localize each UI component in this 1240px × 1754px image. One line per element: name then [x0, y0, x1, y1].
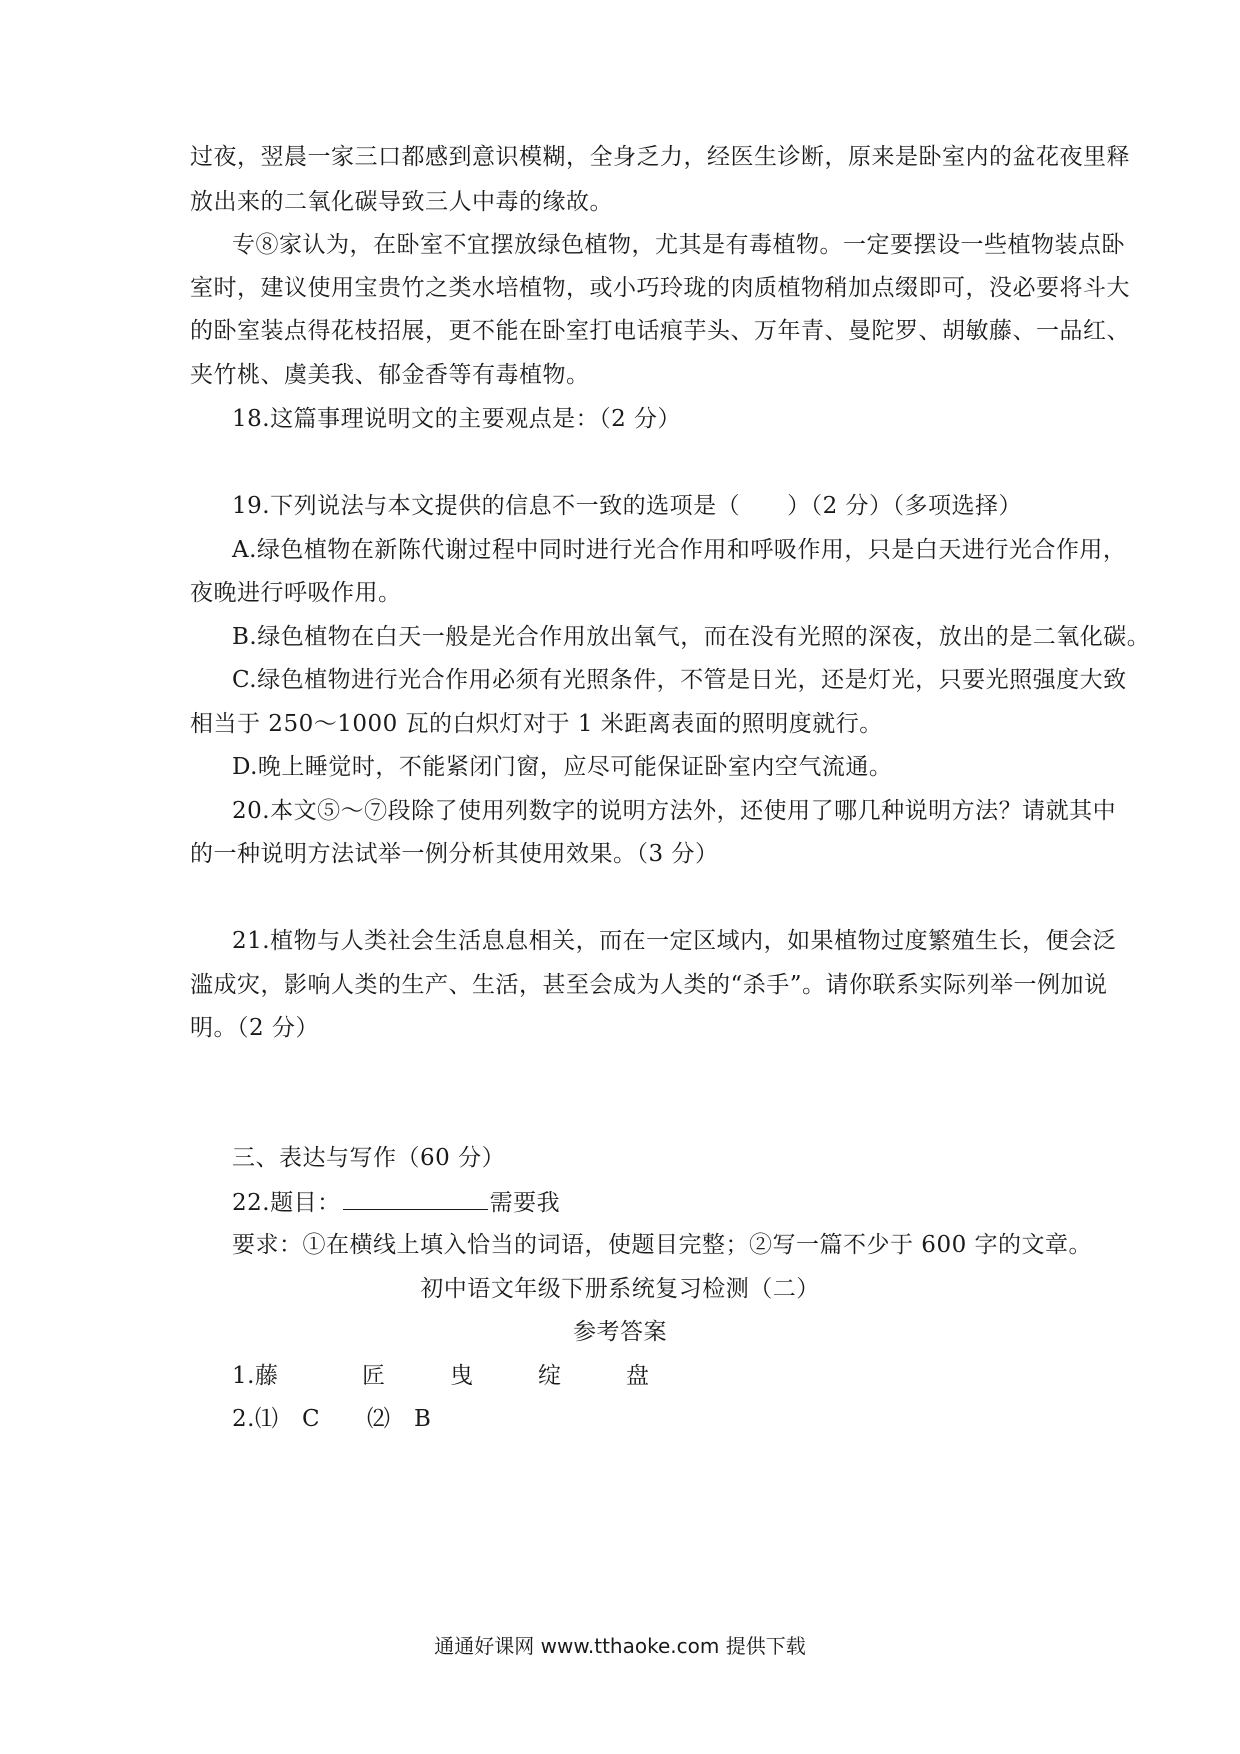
answer-1 [232, 1361, 650, 1391]
answer-1-item: 曳 [450, 1363, 474, 1389]
answer-1-label: 1.藤 [232, 1363, 279, 1389]
answer-1-item: 绽 [538, 1363, 562, 1389]
title-blank-line [343, 1187, 488, 1210]
question-19-option-d: D.晚上睡觉时，不能紧闭门窗，应尽可能保证卧室内空气流通。 [232, 754, 893, 780]
paragraph-8-line-3: 的卧室装点得花枝招展，更不能在卧室打电话痕芋头、万年青、曼陀罗、胡敏藤、一品红、 [190, 318, 1130, 344]
question-18: 18.这篇事理说明文的主要观点是：（2 分） [232, 406, 682, 432]
question-21-line-2: 滥成灾，影响人类的生产、生活，甚至会成为人类的“杀手”。请你联系实际列举一例加说 [190, 972, 1108, 998]
question-22-suffix: 需要我 [489, 1190, 561, 1216]
paragraph-8-line-4: 夹竹桃、虞美我、郁金香等有毒植物。 [190, 362, 590, 388]
question-22 [232, 1187, 560, 1218]
question-21-line-1: 21.植物与人类社会生活息息相关，而在一定区域内，如果植物过度繁殖生长，便会泛 [232, 928, 1117, 954]
section-3-heading: 三、表达与写作（60 分） [232, 1145, 506, 1171]
answers-title: 初中语文年级下册系统复习检测（二） [420, 1276, 820, 1302]
question-19-option-c-line-2: 相当于 250～1000 瓦的白炽灯对于 1 米距离表面的照明度就行。 [190, 711, 883, 737]
answer-1-item: 盘 [626, 1363, 650, 1389]
question-22-requirement: 要求：①在横线上填入恰当的词语，使题目完整；②写一篇不少于 600 字的文章。 [232, 1232, 1093, 1258]
answer-1-item: 匠 [362, 1363, 386, 1389]
question-19-option-c-line-1: C.绿色植物进行光合作用必须有光照条件，不管是日光，还是灯光，只要光照强度大致 [232, 667, 1127, 693]
question-19-option-b: B.绿色植物在白天一般是光合作用放出氧气，而在没有光照的深夜，放出的是二氧化碳。 [232, 624, 1151, 650]
question-20-line-2: 的一种说明方法试举一例分析其使用效果。（3 分） [190, 841, 719, 867]
question-20-line-1: 20.本文⑤～⑦段除了使用列数字的说明方法外，还使用了哪几种说明方法？请就其中 [232, 798, 1117, 824]
question-22-prefix: 22.题目： [232, 1190, 341, 1216]
question-19: 19.下列说法与本文提供的信息不一致的选项是（ ）（2 分）（多项选择） [232, 493, 1023, 519]
question-21-line-3: 明。（2 分） [190, 1015, 319, 1041]
paragraph-8-line-1: 专⑧家认为，在卧室不宜摆放绿色植物，尤其是有毒植物。一定要摆设一些植物装点卧 [232, 232, 1125, 258]
paragraph-8-line-2: 室时，建议使用宝贵竹之类水培植物，或小巧玲珑的肉质植物稍加点缀即可，没必要将斗大 [190, 275, 1130, 301]
answer-2: 2.⑴ C ⑵ B [232, 1406, 432, 1432]
answers-subtitle: 参考答案 [573, 1319, 667, 1345]
paragraph-7-line-1: 过夜，翌晨一家三口都感到意识模糊，全身乏力，经医生诊断，原来是卧室内的盆花夜里释 [190, 144, 1130, 170]
page-footer: 通通好课网 www.tthaoke.com 提供下载 [434, 1634, 806, 1658]
question-19-option-a-line-2: 夜晚进行呼吸作用。 [190, 580, 402, 606]
paragraph-7-line-2: 放出来的二氧化碳导致三人中毒的缘故。 [190, 189, 613, 215]
question-19-option-a-line-1: A.绿色植物在新陈代谢过程中同时进行光合作用和呼吸作用，只是白天进行光合作用， [232, 537, 1127, 563]
